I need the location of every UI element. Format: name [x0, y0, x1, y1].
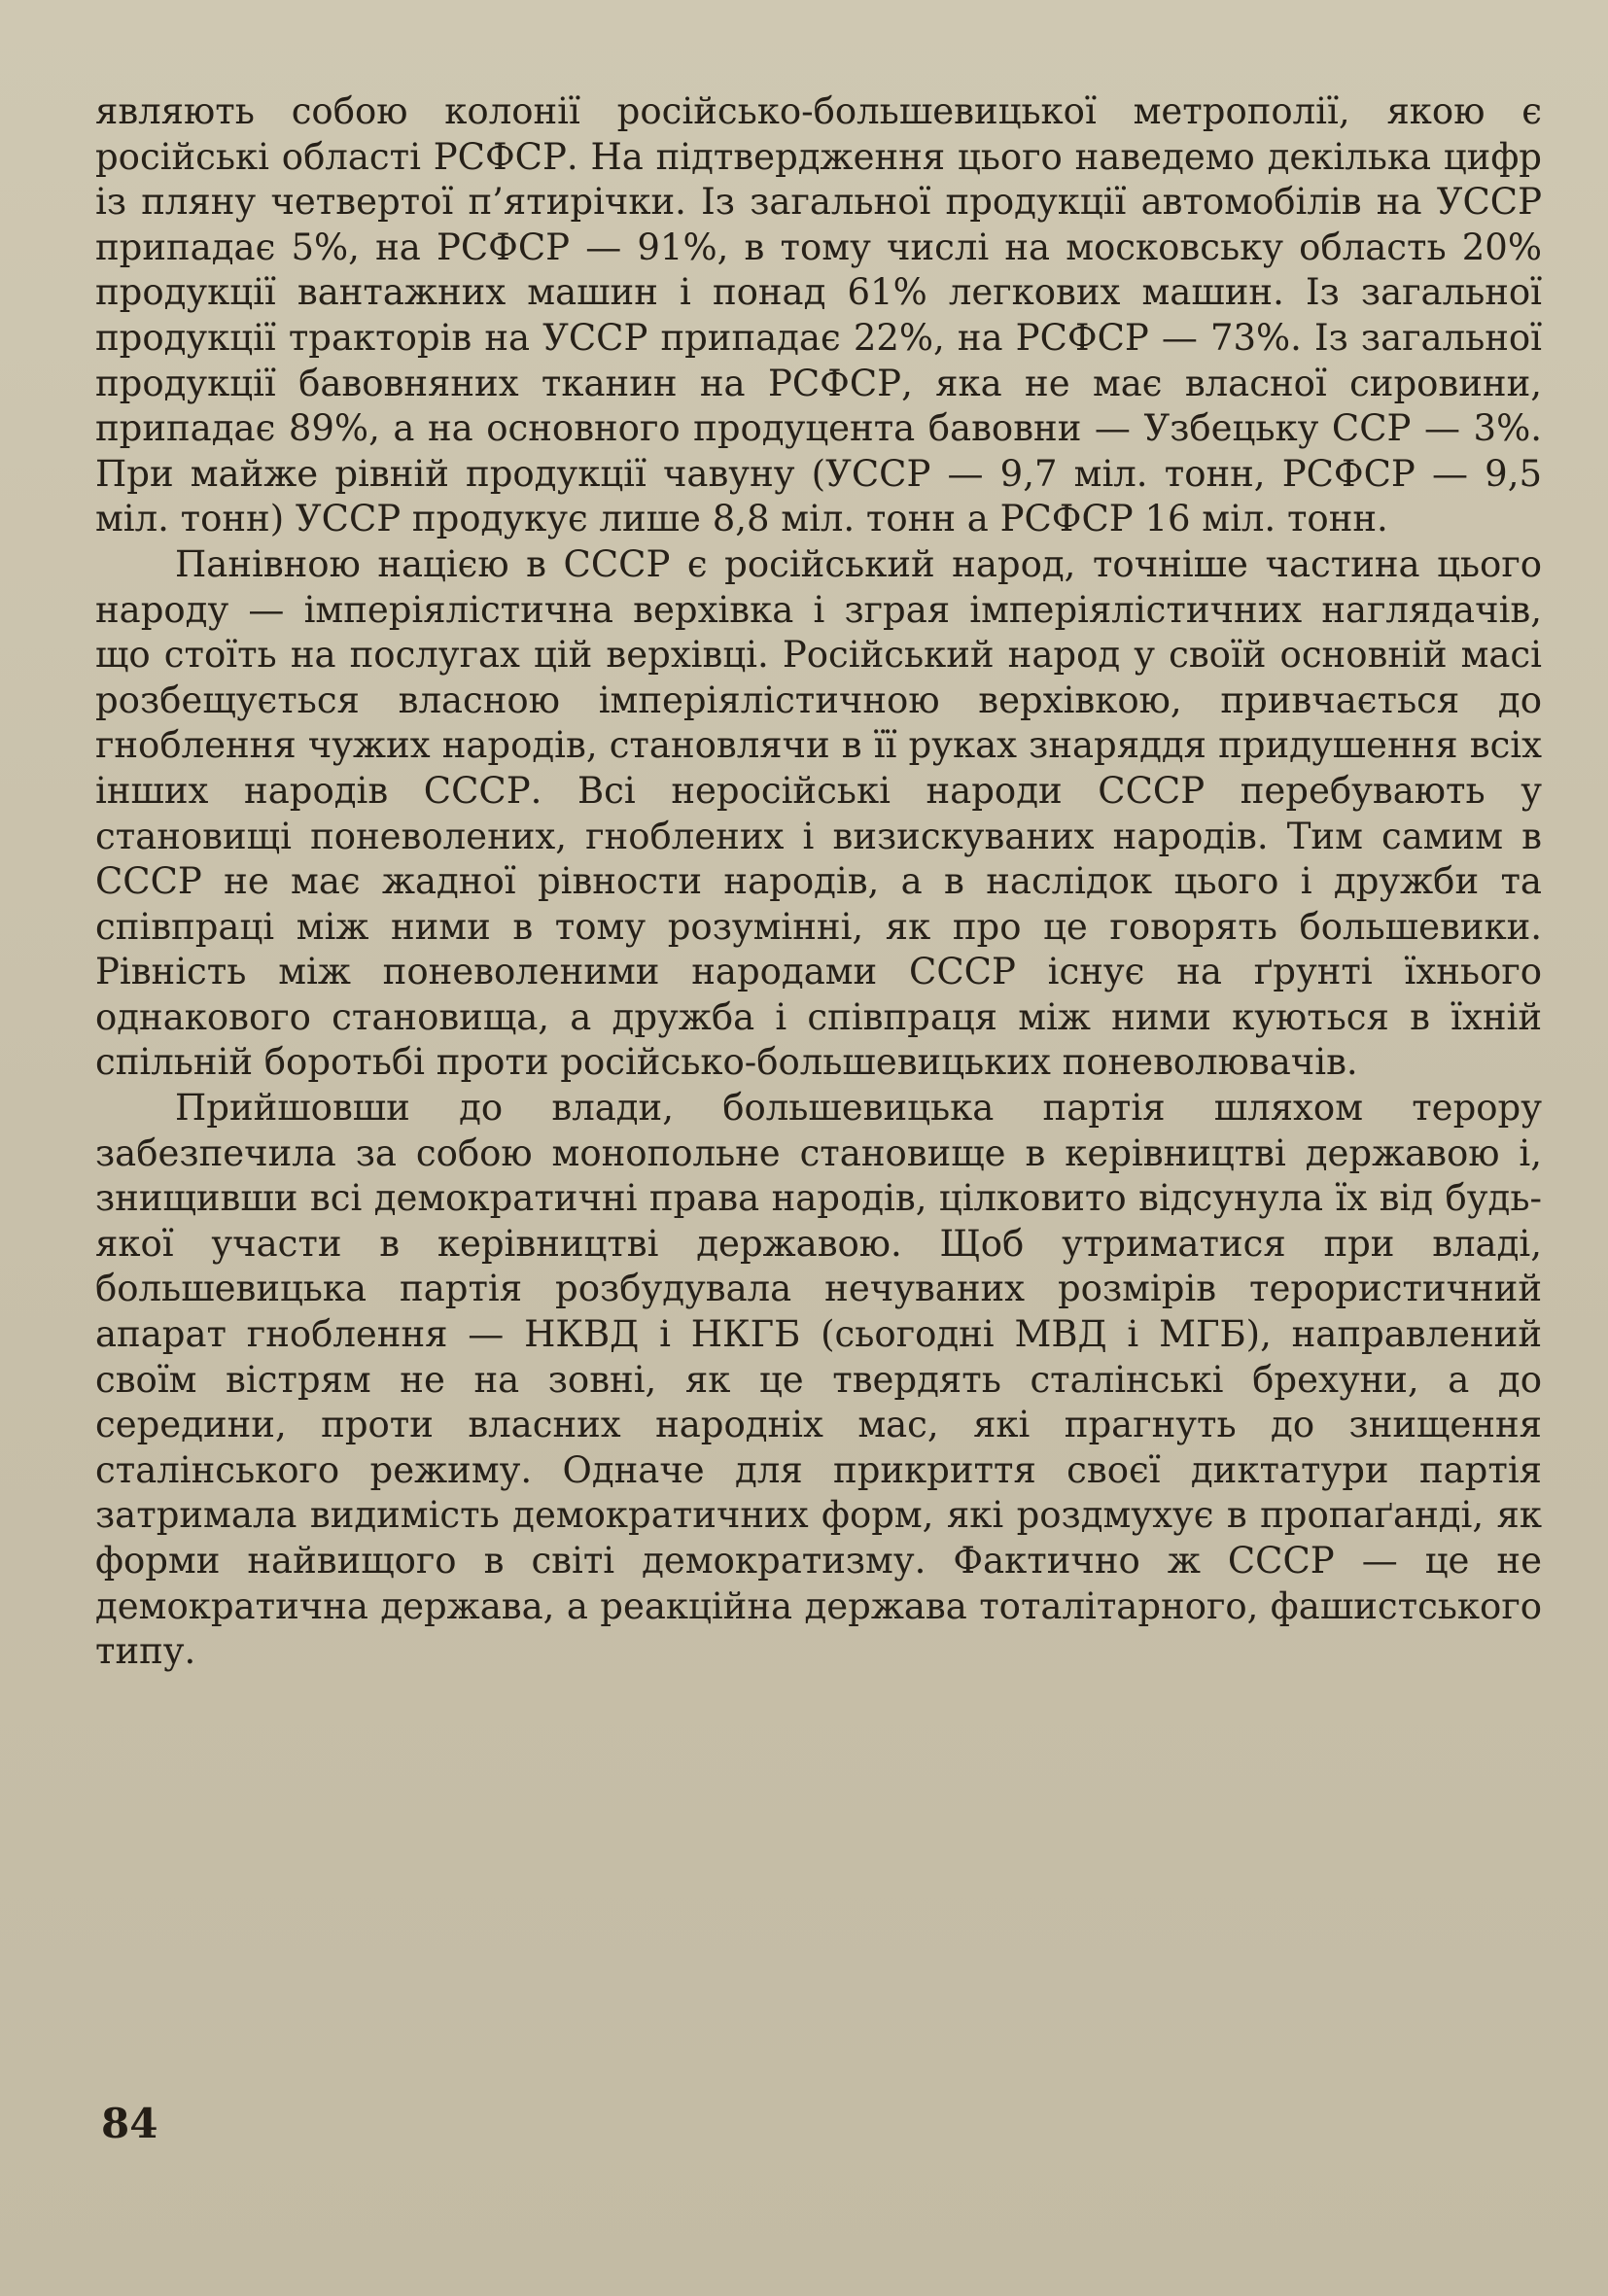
page-number: 84 — [101, 2100, 158, 2147]
paragraph-3: Прийшовши до влади, большевицька партія шляхом терору забезпечила за собою монопольне становище в керівництві державою і, знищивши всі демократичні права народів, цілковито відсунула їх від будь-якої участи в керівництві державою. Щоб утриматися при владі, большевицька партія розбудувала нечуваних розмірів терористичний апарат гноблення — НКВД і НКГБ (сьогодні МВД і МГБ), направлений своїм вістрям не на зовні, як це твердять сталінські брехуни, а до середини, проти власних народніх мас, які прагнуть до знищення сталінського режиму. Одначе для прикриття своєї диктатури партія затримала видимість демократичних форм, які роздмухує в пропаґанді, як форми найвищого в світі демократизму. Фактично ж СССР — це не демократична держава, а реакційна держава тоталітарного, фашистського типу. — [95, 1087, 1542, 1673]
paragraph-1: являють собою колонії російсько-большевицької метрополії, якою є російські області РСФСР. На підтвердження цього наведемо декілька цифр із пляну четвертої п’ятирічки. Із загальної продукції автомобілів на УССР припадає 5%, на РСФСР — 91%, в тому числі на московську область 20% продукції вантажних машин і понад 61% легкових машин. Із загальної продукції тракторів на УССР припадає 22%, на РСФСР — 73%. Із загальної продукції бавовняних тканин на РСФСР, яка не має власної сировини, припадає 89%, а на основного продуцента бавовни — Узбецьку ССР — 3%. При майже рівній продукції чавуну (УССР — 9,7 міл. тонн, РСФСР — 9,5 міл. тонн) УССР продукує лише 8,8 міл. тонн а РСФСР 16 міл. тонн. — [95, 90, 1542, 540]
body-text — [95, 89, 1542, 1675]
paragraph-2: Панівною нацією в СССР є російський народ, точніше частина цього народу — імперіялістична верхівка і зграя імперіялістичних наглядачів, що стоїть на послугах цій верхівці. Російський народ у своїй основній масі розбещується власною імперіялістичною верхівкою, привчається до гноблення чужих народів, становлячи в її руках знаряддя придушення всіх інших народів СССР. Всі неросійські народи СССР перебувають у становищі поневолених, гноблених і визискуваних народів. Тим самим в СССР не має жадної рівности народів, а в наслідок цього і дружби та співпраці між ними в тому розумінні, як про це говорять большевики. Рівність між поневоленими народами СССР існує на ґрунті їхнього однакового становища, а дружба і співпраця між ними куються в їхній спільній боротьбі проти російсько-большевицьких поневолювачів. — [95, 542, 1542, 1084]
